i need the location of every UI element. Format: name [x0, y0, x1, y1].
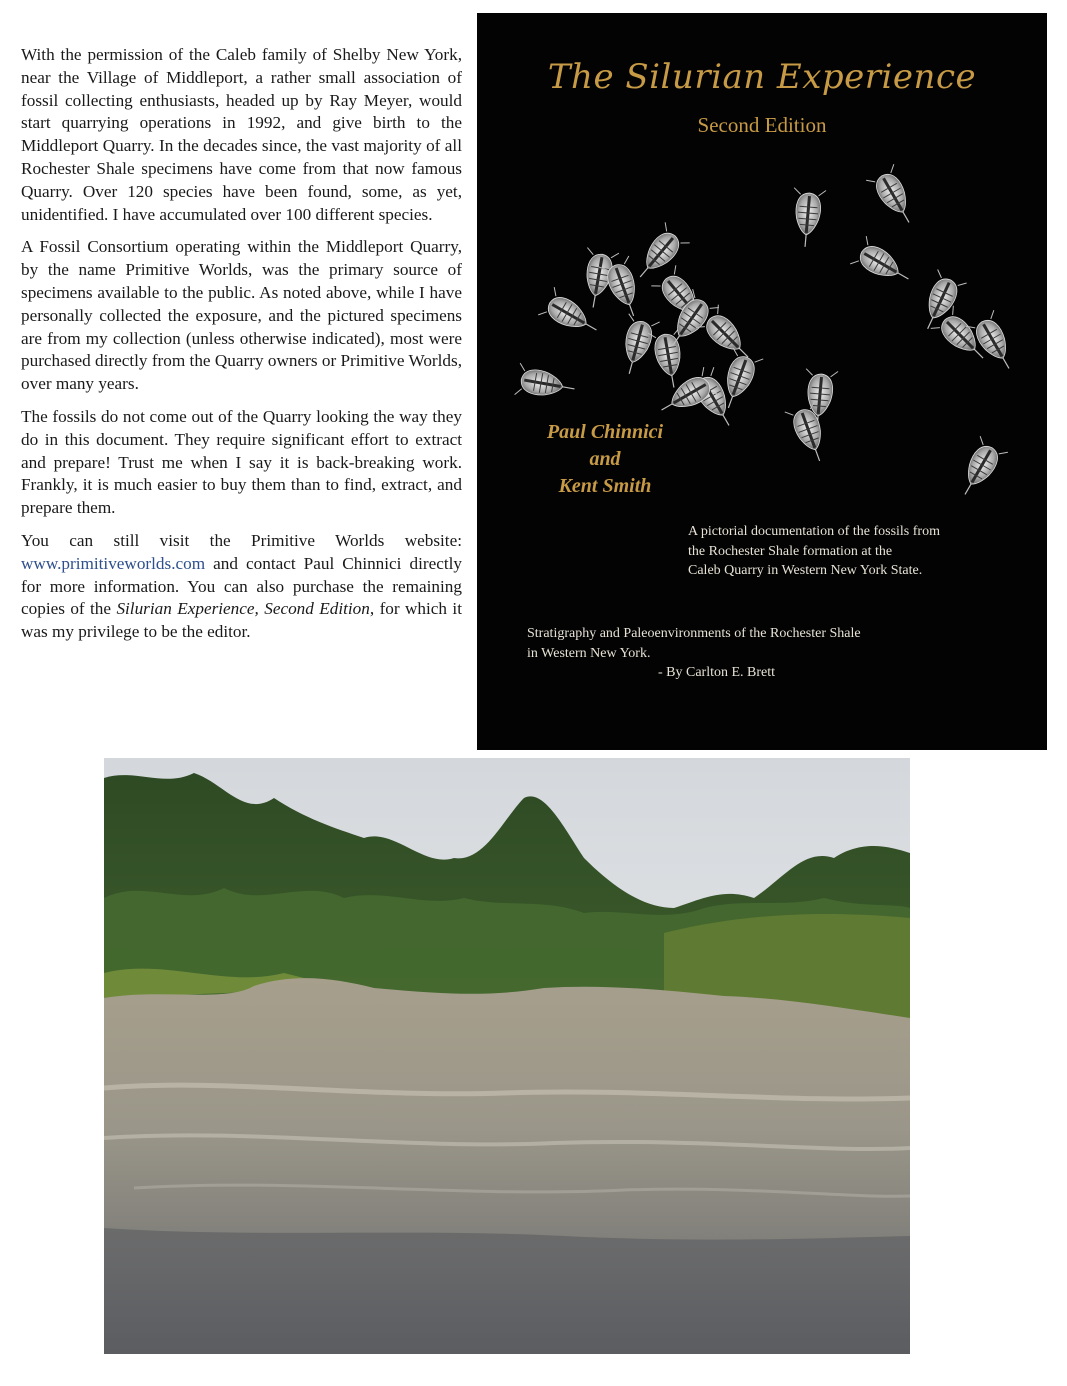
book-title-reference: Silurian Experience, Second Edition [116, 599, 370, 619]
reference-line: Stratigraphy and Paleoenvironments of the Rochester Shale [527, 626, 861, 641]
cover-title: The Silurian Experience [547, 57, 977, 97]
paragraph-4 [21, 530, 462, 644]
trilobite-8 [614, 314, 660, 378]
primitive-worlds-link[interactable]: www.primitiveworlds.com [21, 553, 206, 573]
description-line: the Rochester Shale formation at the [688, 543, 893, 559]
reference-byline: - By Carlton E. Brett [658, 665, 776, 680]
paragraph-3: The fossils do not come out of the Quarry looking the way they do in this document. They require significant effort to extract and prepare! Trust me when I say it is back-breaking work. Frankly, it is much easier to buy them than to find, extract, and prepare them. [21, 406, 462, 518]
author-join: and [589, 448, 621, 470]
book-cover [477, 13, 1047, 750]
paragraph-2: A Fossil Consortium operating within the Middleport Quarry, by the name Primitive Worlds, was the primary source of specimens available to the public. As noted above, while I have personally collected the exposure, and the pictured specimens are from my collection (unless otherwise indicated), most were purchased directly from the Quarry owners or Primitive Worlds, over many years. [21, 237, 462, 394]
trilobite-3 [628, 222, 690, 287]
trilobite-19 [515, 363, 578, 405]
paragraph-4-end: , for which it was my privilege to be the editor. [21, 599, 462, 642]
cover-reference [527, 624, 1027, 683]
trilobite-21 [785, 401, 835, 466]
description-line: Caleb Quarry in Western New York State. [688, 563, 923, 578]
cover-description [688, 522, 1018, 581]
trilobite-1 [789, 188, 826, 249]
gravel-foreground [104, 1228, 910, 1354]
paragraph-4-intro: You can still visit the Primitive Worlds website: [21, 530, 462, 550]
paragraph-1: With the permission of the Caleb family of Shelby New York, near the Village of Middleport, a rather small association of fossil collecting enthusiasts, headed up by Ray Meyer, would start quarrying operations in 1992, and give birth to the Middleport Quarry. In the decades since, the vast majority of all Rochester Shale specimens have come from that now famous Quarry. Over 120 species have been found, some, as yet, unidentified. I have accumulated over 100 different species. [21, 45, 462, 224]
trilobite-2 [866, 164, 923, 230]
quarry-photo [104, 758, 910, 1354]
cover-authors [525, 419, 685, 500]
cover-edition: Second Edition [697, 113, 827, 137]
article-text [21, 44, 462, 654]
trilobite-15 [850, 236, 916, 293]
reference-line: in Western New York. [527, 645, 651, 661]
trilobite-22 [951, 436, 1008, 502]
author-1: Paul Chinnici [546, 421, 664, 443]
description-line: A pictorial documentation of the fossils from [688, 524, 940, 539]
trilobite-9 [648, 328, 690, 391]
author-2: Kent Smith [558, 475, 652, 497]
paragraph-4-middle: and contact Paul Chinnici directly for more information. You can also purchase the remaining copies of the [21, 553, 462, 619]
